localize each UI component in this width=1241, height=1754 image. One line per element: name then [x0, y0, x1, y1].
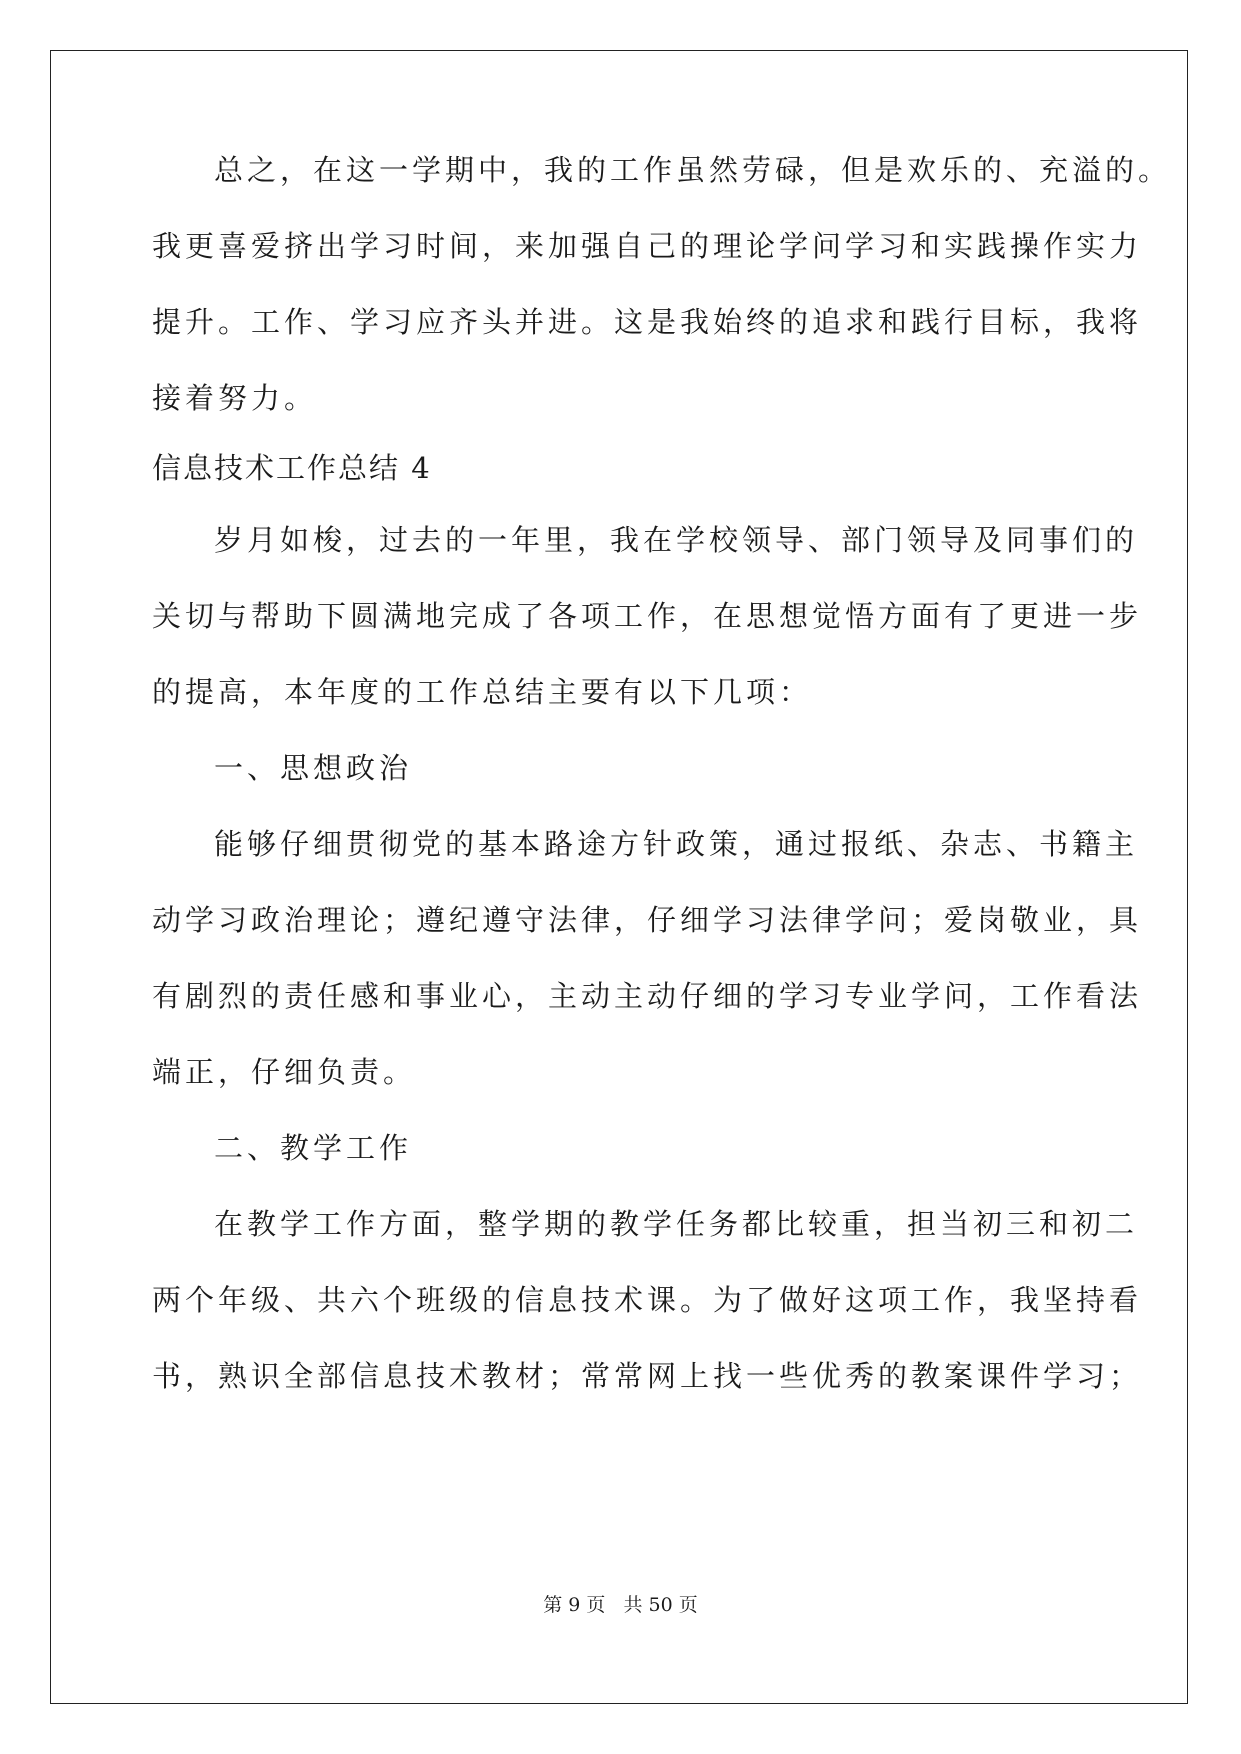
paragraph-line: 有剧烈的责任感和事业心，主动主动仔细的学习专业学问，工作看法 — [152, 979, 1143, 1013]
paragraph-line: 能够仔细贯彻党的基本路途方针政策，通过报纸、杂志、书籍主 — [214, 827, 1139, 861]
page-frame — [50, 50, 1188, 1704]
paragraph-line: 在教学工作方面，整学期的教学任务都比较重，担当初三和初二 — [214, 1207, 1139, 1241]
paragraph-line: 端正，仔细负责。 — [152, 1055, 417, 1089]
paragraph-line: 动学习政治理论；遵纪遵守法律，仔细学习法律学问；爱岗敬业，具 — [152, 903, 1143, 937]
paragraph-line: 接着努力。 — [152, 381, 318, 415]
paragraph-line: 提升。工作、学习应齐头并进。这是我始终的追求和践行目标，我将 — [152, 305, 1143, 339]
total-page-count: 共 50 页 — [623, 1594, 698, 1616]
subsection-title: 二、教学工作 — [214, 1131, 413, 1165]
paragraph-line: 关切与帮助下圆满地完成了各项工作，在思想觉悟方面有了更进一步 — [152, 599, 1143, 633]
page-footer — [0, 1593, 1241, 1617]
subsection-title: 一、思想政治 — [214, 751, 413, 785]
paragraph-line: 两个年级、共六个班级的信息技术课。为了做好这项工作，我坚持看 — [152, 1283, 1143, 1317]
paragraph-line: 岁月如梭，过去的一年里，我在学校领导、部门领导及同事们的 — [214, 523, 1139, 557]
current-page-number: 第 9 页 — [543, 1594, 606, 1616]
paragraph-line: 我更喜爱挤出学习时间，来加强自己的理论学问学习和实践操作实力 — [152, 229, 1143, 263]
paragraph-line: 总之，在这一学期中，我的工作虽然劳碌，但是欢乐的、充溢的。 — [214, 153, 1172, 187]
paragraph-line: 的提高，本年度的工作总结主要有以下几项： — [152, 675, 813, 709]
section-heading: 信息技术工作总结 4 — [152, 451, 432, 485]
paragraph-line: 书，熟识全部信息技术教材；常常网上找一些优秀的教案课件学习； — [152, 1359, 1143, 1393]
